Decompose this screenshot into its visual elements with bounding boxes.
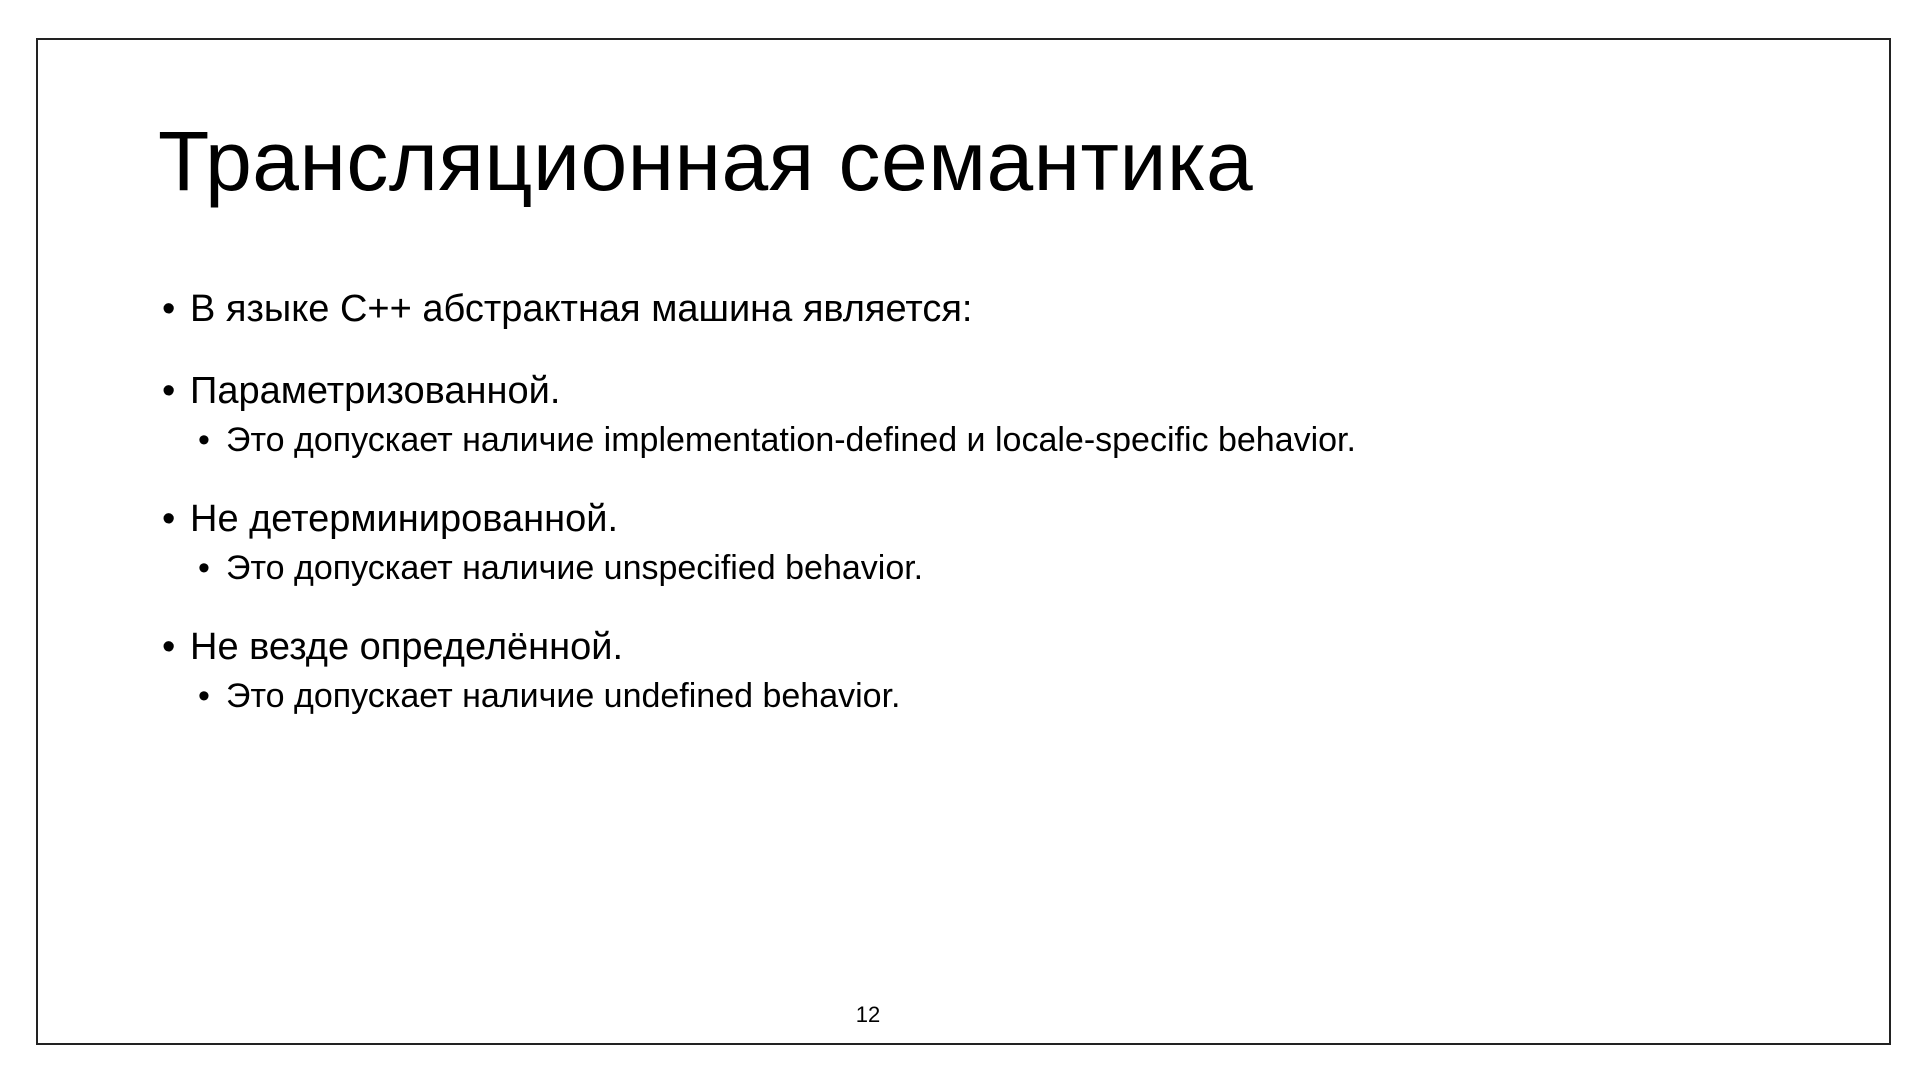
point-parametrized (160, 368, 1760, 462)
page-number: 12 (855, 1002, 881, 1027)
point-label: • Не везде определённой. (160, 624, 1760, 672)
sub-list (160, 547, 1760, 590)
point-sub-item: • Это допускает наличие undefined behavior. (196, 675, 1760, 718)
intro-bullet: • В языке C++ абстрактная машина является: (160, 286, 1760, 334)
point-not-everywhere-defined (160, 624, 1760, 718)
point-label: • Параметризованной. (160, 368, 1760, 416)
slide-title: Трансляционная семантика (158, 114, 1254, 208)
point-nondeterministic (160, 496, 1760, 590)
point-sub-item: • Это допускает наличие implementation-defined и locale-specific behavior. (196, 419, 1760, 462)
point-sub-item: • Это допускает наличие unspecified behavior. (196, 547, 1760, 590)
slide-content (160, 286, 1760, 718)
sub-list (160, 675, 1760, 718)
point-label: • Не детерминированной. (160, 496, 1760, 544)
sub-list (160, 419, 1760, 462)
page-number-container (0, 1002, 1920, 1028)
